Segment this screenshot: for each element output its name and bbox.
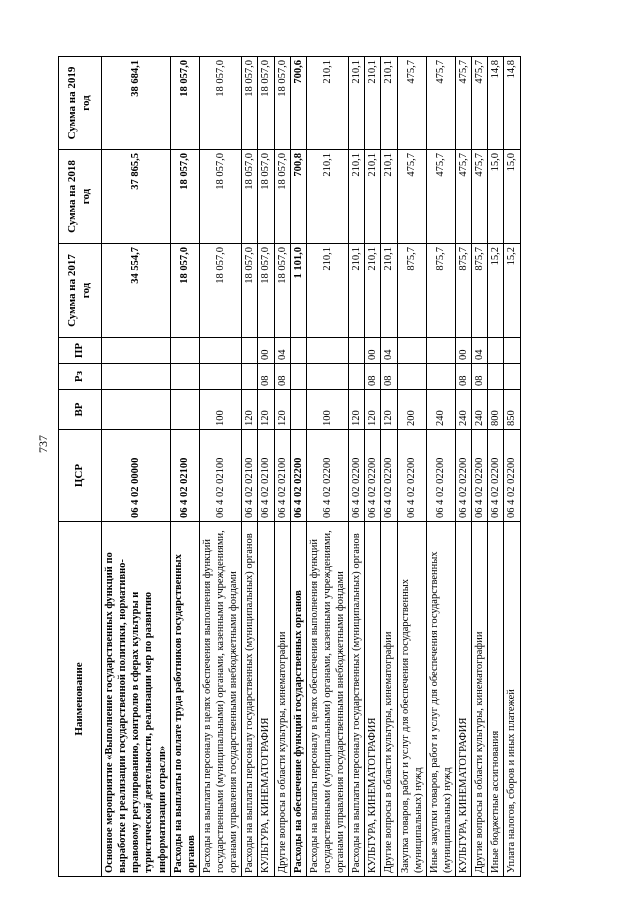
cell-csr: 06 4 02 02200 <box>365 430 381 522</box>
table-row <box>170 57 199 877</box>
table-row <box>381 57 397 877</box>
cell-vr: 120 <box>365 390 381 430</box>
table-body <box>102 57 521 877</box>
cell-sum-2018: 15,0 <box>504 150 520 244</box>
cell-sum-2019: 210,1 <box>349 57 365 150</box>
cell-name: Иные закупки товаров, работ и услуг для обеспечения государственных (муниципальных) нужд <box>426 522 455 877</box>
cell-pr: 00 <box>365 338 381 364</box>
header-rz: Рз <box>59 364 102 390</box>
rotated-page <box>58 57 521 877</box>
table-header-row <box>59 57 102 877</box>
cell-sum-2018: 475,7 <box>472 150 488 244</box>
cell-sum-2017: 210,1 <box>349 244 365 338</box>
cell-sum-2018: 210,1 <box>365 150 381 244</box>
cell-sum-2018: 18 057,0 <box>242 150 258 244</box>
cell-sum-2017: 210,1 <box>306 244 348 338</box>
cell-vr: 200 <box>397 390 426 430</box>
cell-name: Расходы на выплаты персоналу государственных (муниципальных) органов <box>242 522 258 877</box>
header-csr: ЦСР <box>59 430 102 522</box>
table-row <box>102 57 171 877</box>
cell-csr: 06 4 02 00000 <box>102 430 171 522</box>
cell-sum-2017: 18 057,0 <box>258 244 274 338</box>
table-row <box>456 57 472 877</box>
cell-vr: 120 <box>349 390 365 430</box>
cell-rz: 08 <box>274 364 290 390</box>
table-row <box>504 57 520 877</box>
cell-name: Другие вопросы в области культуры, кинематографии <box>274 522 290 877</box>
cell-sum-2019: 18 057,0 <box>170 57 199 150</box>
cell-sum-2019: 38 684,1 <box>102 57 171 150</box>
cell-sum-2019: 18 057,0 <box>274 57 290 150</box>
cell-sum-2019: 475,7 <box>426 57 455 150</box>
cell-sum-2019: 18 057,0 <box>242 57 258 150</box>
cell-sum-2018: 210,1 <box>306 150 348 244</box>
cell-rz <box>504 364 520 390</box>
cell-csr: 06 4 02 02200 <box>381 430 397 522</box>
cell-rz: 08 <box>258 364 274 390</box>
cell-sum-2019: 475,7 <box>472 57 488 150</box>
cell-sum-2017: 34 554,7 <box>102 244 171 338</box>
cell-pr <box>290 338 306 364</box>
cell-pr: 04 <box>472 338 488 364</box>
table-row <box>242 57 258 877</box>
cell-sum-2019: 475,7 <box>456 57 472 150</box>
cell-rz: 08 <box>472 364 488 390</box>
cell-sum-2017: 210,1 <box>381 244 397 338</box>
cell-vr: 100 <box>199 390 241 430</box>
cell-pr <box>170 338 199 364</box>
cell-rz: 08 <box>381 364 397 390</box>
cell-name: Расходы на выплаты персоналу в целях обеспечения выполнения функций государственными (муниципальными) органами, казенными учреждениями, органами управления государственными внебюджетными фондами <box>199 522 241 877</box>
cell-rz <box>102 364 171 390</box>
cell-sum-2018: 18 057,0 <box>274 150 290 244</box>
cell-vr: 850 <box>504 390 520 430</box>
cell-sum-2019: 14,8 <box>488 57 504 150</box>
cell-pr <box>349 338 365 364</box>
cell-vr: 120 <box>242 390 258 430</box>
page-number: 737 <box>36 435 50 453</box>
header-name: Наименование <box>59 522 102 877</box>
cell-sum-2017: 1 101,0 <box>290 244 306 338</box>
cell-vr: 240 <box>426 390 455 430</box>
cell-csr: 06 4 02 02100 <box>258 430 274 522</box>
cell-rz <box>306 364 348 390</box>
cell-name: Основное мероприятие «Выполнение государственных функций по выработке и реализации государственной политики, нормативно-правовому регулированию, контролю в сферах культуры и туристической деятельности, реализации мер по развитию информатизации отрасли» <box>102 522 171 877</box>
cell-vr: 120 <box>274 390 290 430</box>
cell-sum-2017: 15,2 <box>504 244 520 338</box>
cell-rz: 08 <box>365 364 381 390</box>
cell-sum-2019: 14,8 <box>504 57 520 150</box>
cell-pr <box>102 338 171 364</box>
cell-csr: 06 4 02 02100 <box>242 430 258 522</box>
cell-name: КУЛЬТУРА, КИНЕМАТОГРАФИЯ <box>456 522 472 877</box>
cell-csr: 06 4 02 02200 <box>504 430 520 522</box>
cell-csr: 06 4 02 02200 <box>488 430 504 522</box>
cell-name: Иные бюджетные ассигнования <box>488 522 504 877</box>
cell-rz <box>199 364 241 390</box>
table-row <box>258 57 274 877</box>
cell-sum-2018: 18 057,0 <box>199 150 241 244</box>
cell-sum-2017: 18 057,0 <box>242 244 258 338</box>
cell-rz <box>170 364 199 390</box>
cell-csr: 06 4 02 02200 <box>290 430 306 522</box>
cell-sum-2018: 210,1 <box>349 150 365 244</box>
cell-sum-2017: 875,7 <box>472 244 488 338</box>
cell-name: Закупка товаров, работ и услуг для обеспечения государственных (муниципальных) нужд <box>397 522 426 877</box>
cell-sum-2017: 875,7 <box>456 244 472 338</box>
cell-pr <box>306 338 348 364</box>
cell-name: Другие вопросы в области культуры, кинематографии <box>381 522 397 877</box>
cell-vr: 240 <box>472 390 488 430</box>
cell-pr: 04 <box>381 338 397 364</box>
cell-csr: 06 4 02 02100 <box>170 430 199 522</box>
table-row <box>397 57 426 877</box>
cell-sum-2018: 475,7 <box>426 150 455 244</box>
cell-sum-2018: 700,8 <box>290 150 306 244</box>
cell-sum-2019: 475,7 <box>397 57 426 150</box>
cell-pr: 00 <box>456 338 472 364</box>
header-sum-2017: Сумма на 2017 год <box>59 244 102 338</box>
cell-sum-2017: 210,1 <box>365 244 381 338</box>
cell-vr: 120 <box>258 390 274 430</box>
cell-sum-2017: 18 057,0 <box>274 244 290 338</box>
cell-pr <box>504 338 520 364</box>
cell-sum-2018: 475,7 <box>397 150 426 244</box>
cell-sum-2017: 18 057,0 <box>199 244 241 338</box>
cell-rz: 08 <box>456 364 472 390</box>
cell-vr: 240 <box>456 390 472 430</box>
cell-sum-2019: 210,1 <box>381 57 397 150</box>
cell-sum-2017: 15,2 <box>488 244 504 338</box>
cell-rz <box>397 364 426 390</box>
cell-csr: 06 4 02 02200 <box>426 430 455 522</box>
table-row <box>472 57 488 877</box>
cell-pr <box>199 338 241 364</box>
cell-sum-2018: 18 057,0 <box>258 150 274 244</box>
cell-pr <box>397 338 426 364</box>
cell-sum-2019: 210,1 <box>306 57 348 150</box>
cell-csr: 06 4 02 02200 <box>306 430 348 522</box>
cell-sum-2017: 875,7 <box>426 244 455 338</box>
cell-sum-2019: 210,1 <box>365 57 381 150</box>
cell-sum-2018: 210,1 <box>381 150 397 244</box>
cell-name: Расходы на выплаты по оплате труда работников государственных органов <box>170 522 199 877</box>
cell-vr <box>170 390 199 430</box>
cell-sum-2018: 18 057,0 <box>170 150 199 244</box>
cell-rz <box>426 364 455 390</box>
cell-vr: 100 <box>306 390 348 430</box>
table-row <box>290 57 306 877</box>
cell-name: Расходы на выплаты персоналу в целях обеспечения выполнения функций государственными (муниципальными) органами, казенными учреждениями, органами управления государственными внебюджетными фондами <box>306 522 348 877</box>
cell-pr <box>488 338 504 364</box>
cell-csr: 06 4 02 02200 <box>397 430 426 522</box>
cell-sum-2018: 37 865,5 <box>102 150 171 244</box>
table-row <box>488 57 504 877</box>
cell-csr: 06 4 02 02100 <box>274 430 290 522</box>
cell-vr: 120 <box>381 390 397 430</box>
cell-vr: 800 <box>488 390 504 430</box>
budget-table <box>58 56 521 877</box>
cell-vr <box>102 390 171 430</box>
cell-csr: 06 4 02 02100 <box>199 430 241 522</box>
cell-rz <box>290 364 306 390</box>
cell-pr <box>242 338 258 364</box>
cell-sum-2018: 475,7 <box>456 150 472 244</box>
cell-csr: 06 4 02 02200 <box>456 430 472 522</box>
cell-sum-2019: 18 057,0 <box>258 57 274 150</box>
cell-vr <box>290 390 306 430</box>
table-row <box>426 57 455 877</box>
cell-name: Расходы на обеспечение функций государственных органов <box>290 522 306 877</box>
cell-name: КУЛЬТУРА, КИНЕМАТОГРАФИЯ <box>365 522 381 877</box>
cell-rz <box>488 364 504 390</box>
header-sum-2018: Сумма на 2018 год <box>59 150 102 244</box>
table-row <box>274 57 290 877</box>
cell-name: Уплата налогов, сборов и иных платежей <box>504 522 520 877</box>
cell-pr: 04 <box>274 338 290 364</box>
cell-sum-2017: 18 057,0 <box>170 244 199 338</box>
cell-rz <box>349 364 365 390</box>
table-row <box>349 57 365 877</box>
cell-sum-2017: 875,7 <box>397 244 426 338</box>
cell-rz <box>242 364 258 390</box>
header-vr: ВР <box>59 390 102 430</box>
cell-name: Другие вопросы в области культуры, кинематографии <box>472 522 488 877</box>
header-sum-2019: Сумма на 2019 год <box>59 57 102 150</box>
cell-pr: 00 <box>258 338 274 364</box>
table-row <box>365 57 381 877</box>
table-row <box>306 57 348 877</box>
cell-name: КУЛЬТУРА, КИНЕМАТОГРАФИЯ <box>258 522 274 877</box>
table-row <box>199 57 241 877</box>
cell-name: Расходы на выплаты персоналу государственных (муниципальных) органов <box>349 522 365 877</box>
cell-sum-2018: 15,0 <box>488 150 504 244</box>
cell-pr <box>426 338 455 364</box>
cell-csr: 06 4 02 02200 <box>472 430 488 522</box>
cell-sum-2019: 18 057,0 <box>199 57 241 150</box>
cell-csr: 06 4 02 02200 <box>349 430 365 522</box>
header-pr: ПР <box>59 338 102 364</box>
cell-sum-2019: 700,6 <box>290 57 306 150</box>
